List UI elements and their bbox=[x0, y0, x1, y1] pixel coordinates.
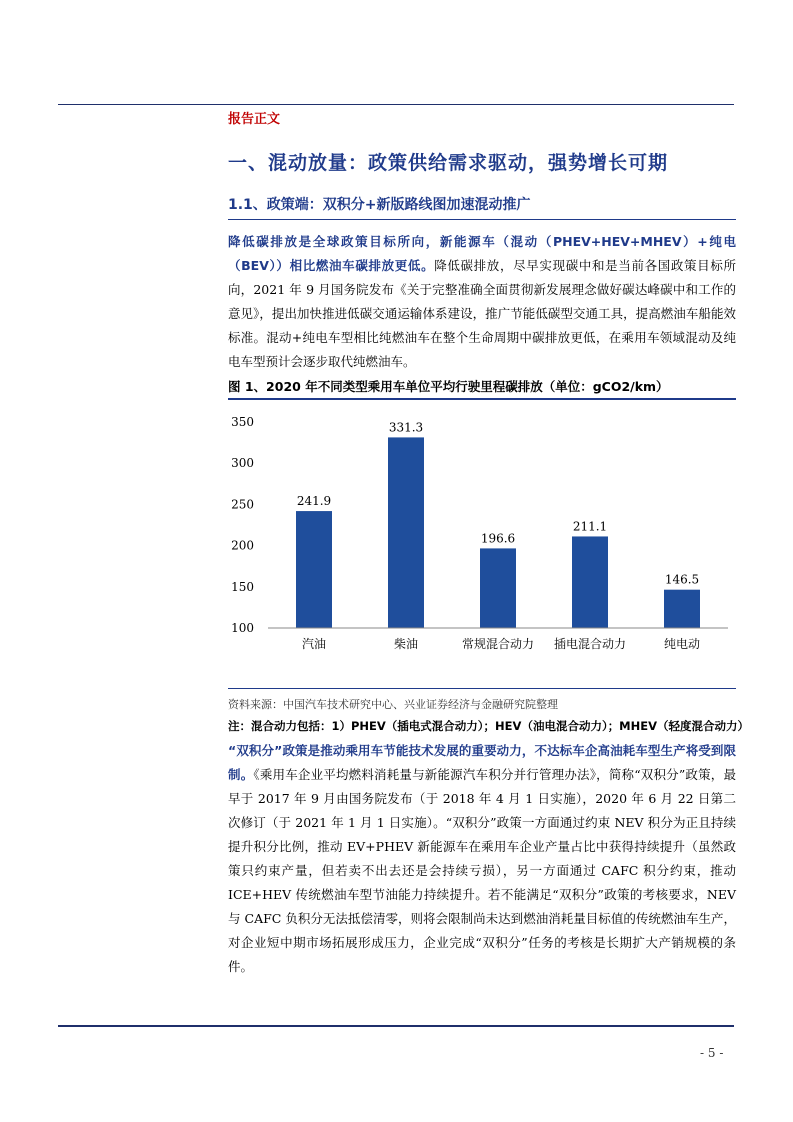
bar-chart bbox=[228, 402, 736, 672]
y-tick-label: 100 bbox=[231, 621, 254, 635]
paragraph-2 bbox=[228, 739, 736, 979]
bar-value-label: 241.9 bbox=[296, 494, 332, 509]
y-tick-label: 300 bbox=[231, 456, 254, 471]
y-tick-label: 150 bbox=[231, 579, 254, 594]
source-rule bbox=[228, 688, 736, 689]
y-axis bbox=[231, 415, 254, 635]
y-tick-label: 200 bbox=[231, 538, 254, 553]
paragraph-1 bbox=[228, 230, 736, 374]
x-category-label: 纯电动 bbox=[663, 637, 701, 651]
y-tick-label: 350 bbox=[231, 415, 254, 429]
figure-source: 资料来源：中国汽车技术研究中心、兴业证券经济与金融研究院整理 bbox=[228, 698, 558, 711]
y-tick-label: 250 bbox=[231, 497, 254, 512]
x-category-label: 常规混合动力 bbox=[461, 637, 535, 651]
bar-value-label: 196.6 bbox=[480, 531, 516, 546]
paragraph-2-body: 《乘用车企业平均燃料消耗量与新能源汽车积分并行管理办法》，简称“双积分”政策，最早于 2017 年 9 月由国务院发布（于 2018 年 4 月 1 日实施），2020 年 6 月 22 日第二次修订（于 2021 年 1 月 1 日实施）。“双积分”政策一方面通过约束 NEV 积分为正且持续提升积分比例，推动 EV+PHEV 新能源车在乘用车企业产量占比中获得持续提升（虽然政策只约束产量，但若卖不出去还是会持续亏损），另一方面通过 CAFC 积分约束，推动 ICE+HEV 传统燃油车型节油能力持续提升。若不能满足“双积分”政策的考核要求，NEV 与 CAFC 负积分无法抵偿清零，则将会限制尚未达到燃油消耗量目标值的传统燃油车生产，对企业短中期市场拓展形成压力，企业完成“双积分”任务的考核是长期扩大产销规模的条件。 bbox=[228, 767, 736, 974]
x-category-label: 汽油 bbox=[301, 637, 327, 651]
figure-title: 图 1、2020 年不同类型乘用车单位平均行驶里程碳排放（单位：gCO2/km） bbox=[228, 379, 669, 394]
bar bbox=[664, 590, 700, 628]
bar bbox=[480, 548, 516, 628]
bar bbox=[572, 536, 608, 628]
paragraph-2-lead: “双积分”政策是推动乘用车节能技术发展的重要动力，不达标车企高油耗车型生产将受到限制。 bbox=[228, 743, 736, 782]
heading-2: 1.1、政策端：双积分+新版路线图加速混动推广 bbox=[228, 197, 531, 213]
figure-title-rule bbox=[228, 398, 736, 400]
page-number: - 5 - bbox=[700, 1046, 724, 1060]
bar-value-label: 331.3 bbox=[388, 420, 424, 435]
bars-group bbox=[296, 420, 700, 628]
x-category-label: 插电混合动力 bbox=[553, 637, 627, 651]
bar bbox=[388, 437, 424, 628]
header-rule bbox=[58, 104, 734, 105]
bar bbox=[296, 511, 332, 628]
x-category-label: 柴油 bbox=[393, 637, 419, 651]
figure-note: 注：混合动力包括：1）PHEV（插电式混合动力）；HEV（油电混合动力）；MHEV（轻度混合动力） bbox=[228, 719, 750, 733]
heading-2-rule bbox=[228, 219, 736, 220]
section-tag: 报告正文 bbox=[228, 112, 281, 127]
heading-1: 一、混动放量：政策供给需求驱动，强势增长可期 bbox=[228, 152, 669, 174]
footer-rule bbox=[58, 1025, 734, 1027]
x-axis bbox=[268, 628, 728, 651]
paragraph-1-lead: 降低碳排放是全球政策目标所向，新能源车（混动（PHEV+HEV+MHEV）+纯电（BEV））相比燃油车碳排放更低。 bbox=[228, 234, 736, 273]
bar-value-label: 211.1 bbox=[572, 519, 608, 534]
paragraph-1-body: 降低碳排放，尽早实现碳中和是当前各国政策目标所向，2021 年 9 月国务院发布《关于完整准确全面贯彻新发展理念做好碳达峰碳中和工作的意见》，提出加快推进低碳交通运输体系建设，推广节能低碳型交通工具，提高燃油车船能效标准。混动+纯电车型相比纯燃油车在整个生命周期中碳排放更低，在乘用车领域混动及纯电车型预计会逐步取代纯燃油车。 bbox=[228, 258, 736, 369]
bar-value-label: 146.5 bbox=[664, 572, 700, 587]
